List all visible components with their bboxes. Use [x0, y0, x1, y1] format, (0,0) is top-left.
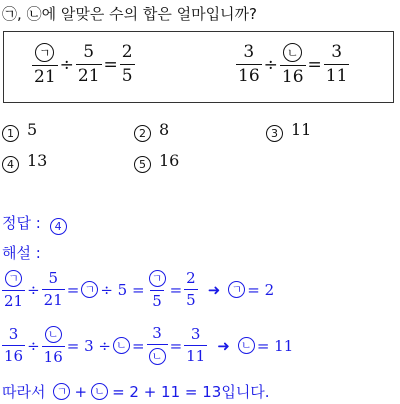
fraction: $\frac{5}{21}$ — [77, 42, 100, 86]
answer-line — [2, 212, 67, 235]
fraction: $\frac{\text{ㄴ}}{16}$ — [280, 43, 306, 86]
answer-label: 정답 : — [2, 214, 41, 232]
mark-b: ㉡ — [26, 5, 42, 23]
mark-a: ㉠ — [2, 5, 18, 23]
option-4[interactable]: 4 13 — [2, 151, 47, 173]
option-3[interactable]: 3 11 — [266, 120, 311, 142]
fraction: $\frac{\text{ㄱ}}{21}$ — [32, 43, 58, 86]
fraction: $\frac{3}{11}$ — [325, 42, 348, 86]
explanation-label: 해설 : — [2, 244, 41, 262]
option-5[interactable]: 5 16 — [134, 151, 179, 173]
box-equation-1: $\frac{\text{ㄱ}}{21}$ ÷ $\frac{5}{21}$ = $\frac{2}{5}$ — [34, 42, 133, 87]
fraction: $\frac{3}{16}$ — [238, 42, 260, 86]
box-equation-2: $\frac{3}{16}$ ÷ $\frac{\text{ㄴ}}{16}$ = $\frac{3}{11}$ — [238, 42, 348, 87]
fraction: $\frac{2}{5}$ — [121, 42, 133, 86]
explanation-line-1: $\frac{\text{ㄱ}}{21}$ ÷ $\frac{5}{21}$ = ㄱ ÷ 5 = $\frac{\text{ㄱ}}{5}$ = $\frac{2}{5}$ ➜ ㄱ = 2 — [4, 269, 275, 310]
question-text: ㉠, ㉡에 알맞은 수의 합은 얼마입니까? — [2, 5, 257, 23]
option-1[interactable]: 1 5 — [2, 120, 37, 142]
answer-choice: 4 — [50, 218, 67, 235]
conclusion-line: 따라서 ㄱ + ㄴ = 2 + 11 = 13 입니다. — [2, 382, 270, 401]
arrow-icon: ➜ — [207, 280, 221, 299]
question-body: 에 알맞은 수의 합은 얼마입니까? — [41, 5, 257, 23]
explanation-line-2: $\frac{3}{16}$ ÷ $\frac{\text{ㄴ}}{16}$ = 3 ÷ ㄴ = $\frac{3}{\text{ㄴ}}$ = $\frac{3}{11}$ ➜ ㄴ = 11 — [4, 324, 294, 366]
option-2[interactable]: 2 8 — [134, 120, 169, 142]
arrow-icon: ➜ — [217, 336, 230, 355]
